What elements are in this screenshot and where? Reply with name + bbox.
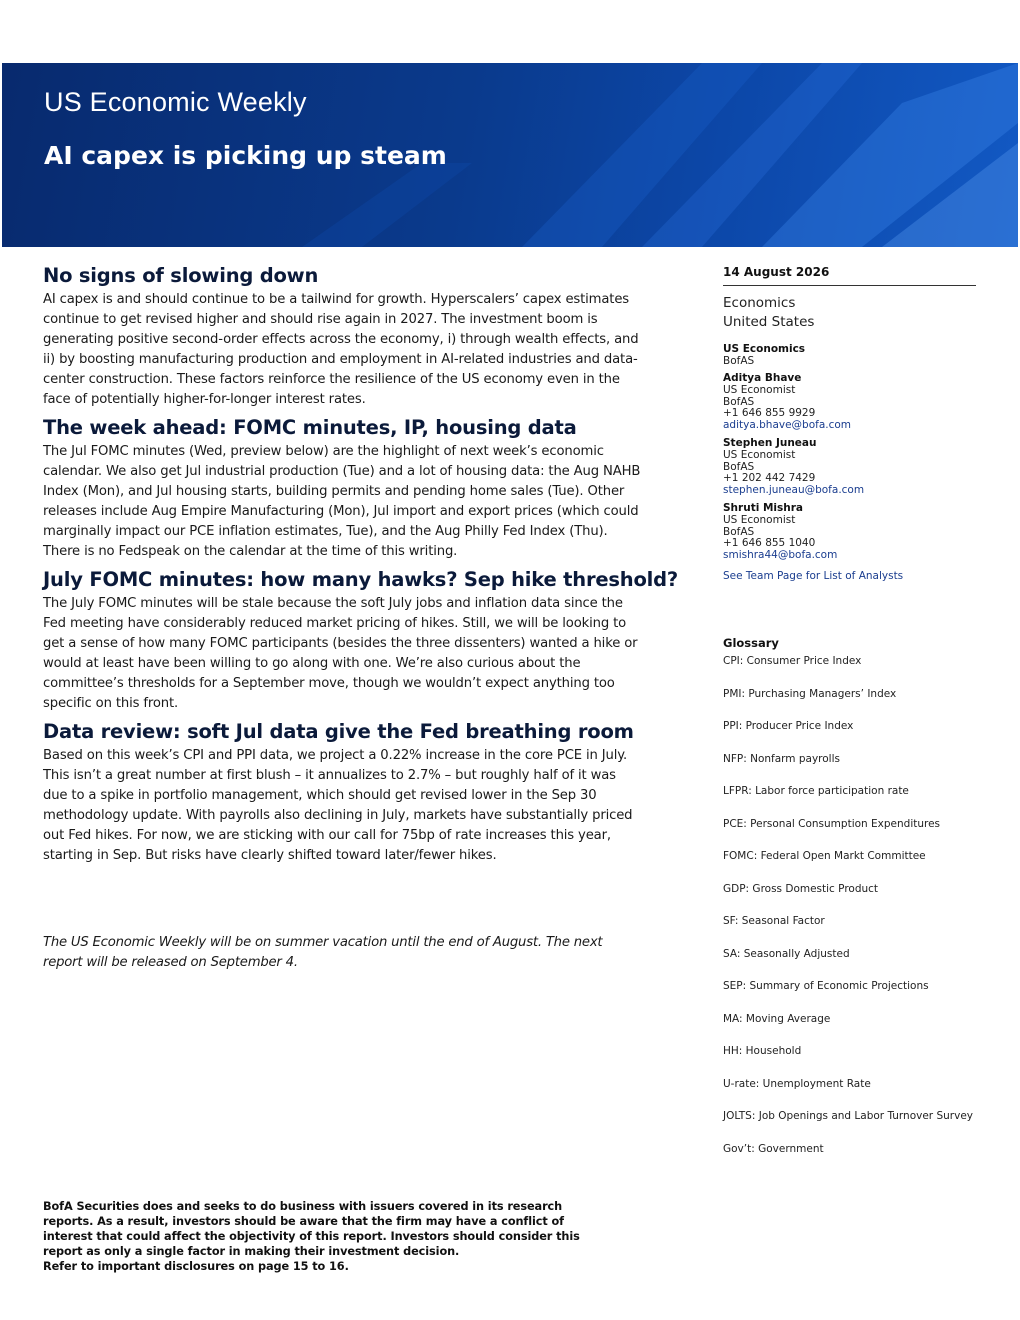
section-fomc-minutes	[43, 566, 679, 714]
glossary-item: SA: Seasonally Adjusted	[723, 947, 850, 960]
team-page-link[interactable]: See Team Page for List of Analysts	[723, 569, 904, 582]
report-banner	[2, 63, 1018, 247]
analyst-phone: +1 646 855 9929	[723, 407, 816, 420]
analyst-card	[723, 373, 976, 432]
glossary-item: Gov’t: Government	[723, 1142, 824, 1155]
analyst-name: Shruti Mishra	[723, 501, 804, 514]
analyst-card	[723, 503, 976, 562]
section-body: The July FOMC minutes will be stale because the soft July jobs and inflation data since the Fed meeting have considerably reduced market pricing of hikes. Still, we will be looking to get a sense of how many FOMC participants (besides the three dissenters) wanted a hike or would at least have been willing to go along with one. We’re also curious about the committee’s thresholds for a September move, though we wouldn’t expect anything too specific on this front.	[43, 596, 638, 711]
team-heading: US Economics	[723, 343, 806, 355]
section-data-review	[43, 718, 643, 866]
analyst-email-link[interactable]: smishra44@bofa.com	[723, 549, 838, 562]
glossary-item: JOLTS: Job Openings and Labor Turnover Survey	[723, 1110, 973, 1122]
analyst-name: Aditya Bhave	[723, 372, 802, 384]
region-label: United States	[723, 314, 815, 330]
analyst-name: Stephen Juneau	[723, 436, 817, 449]
analyst-title: US Economist	[723, 513, 796, 526]
glossary-heading: Glossary	[723, 636, 779, 650]
analyst-title: US Economist	[723, 448, 796, 461]
analyst-org: BofAS	[723, 395, 755, 408]
glossary-item: CPI: Consumer Price Index	[723, 655, 862, 667]
glossary-item: GDP: Gross Domestic Product	[723, 882, 879, 895]
section-week-ahead	[43, 414, 643, 562]
section-heading: No signs of slowing down	[43, 264, 319, 287]
report-date: 14 August 2026	[723, 265, 976, 286]
vacation-note: The US Economic Weekly will be on summer vacation until the end of August. The next report will be released on September 4.	[43, 935, 603, 970]
glossary-item: LFPR: Labor force participation rate	[723, 785, 909, 797]
analyst-org: BofAS	[723, 525, 755, 538]
section-heading: The week ahead: FOMC minutes, IP, housing data	[43, 416, 577, 439]
glossary-item: NFP: Nonfarm payrolls	[723, 752, 840, 765]
section-no-signs	[43, 262, 643, 410]
analyst-email-link[interactable]: aditya.bhave@bofa.com	[723, 419, 852, 432]
report-category	[723, 294, 976, 332]
section-heading: July FOMC minutes: how many hawks? Sep hike threshold?	[43, 568, 679, 591]
team-org: BofAS	[723, 355, 755, 367]
glossary-item: PPI: Producer Price Index	[723, 720, 854, 732]
main-column	[43, 262, 679, 870]
disclaimer-text: BofA Securities does and seeks to do business with issuers covered in its research reports. As a result, investors should be aware that the firm may have a conflict of interest that could affect the objectivity of this report. Investors should consider this report as only a single factor in making their investment decision.	[43, 1200, 580, 1258]
analyst-email-link[interactable]: stephen.juneau@bofa.com	[723, 484, 865, 497]
analyst-title: US Economist	[723, 383, 796, 396]
glossary-item: PMI: Purchasing Managers’ Index	[723, 687, 897, 700]
category-label: Economics	[723, 295, 796, 311]
analyst-card	[723, 438, 976, 497]
glossary-item: SEP: Summary of Economic Projections	[723, 980, 929, 992]
disclosures-reference: Refer to important disclosures on page 15 to 16.	[43, 1260, 349, 1273]
glossary-item: PCE: Personal Consumption Expenditures	[723, 817, 941, 830]
report-series: US Economic Weekly	[44, 87, 307, 117]
disclaimer	[43, 1199, 603, 1274]
analyst-phone: +1 202 442 7429	[723, 472, 816, 485]
section-heading: Data review: soft Jul data give the Fed breathing room	[43, 720, 634, 743]
report-title: AI capex is picking up steam	[44, 141, 447, 170]
section-body: AI capex is and should continue to be a tailwind for growth. Hyperscalers’ capex estimates continue to get revised higher and should rise again in 2027. The investment boom is generating positive second-order effects across the economy, i) through wealth effects, and ii) by boosting manufacturing production and employment in AI-related industries and data-center construction. These factors reinforce the resilience of the US economy even in the face of potentially higher-for-longer interest rates.	[43, 292, 639, 407]
glossary-item: MA: Moving Average	[723, 1012, 831, 1025]
glossary	[723, 636, 1003, 1175]
glossary-item: HH: Household	[723, 1045, 802, 1057]
section-body: Based on this week’s CPI and PPI data, we project a 0.22% increase in the core PCE in July. This isn’t a great number at first blush – it annualizes to 2.7% – but roughly half of it was due to a spike in portfolio management, which should get revised lower in the Sep 30 methodology update. With payrolls also declining in July, markets have substantially priced out Fed hikes. For now, we are sticking with our call for 75bp of rate increases this year, starting in Sep. But risks have clearly shifted toward later/fewer hikes.	[43, 748, 633, 863]
sidebar	[723, 265, 976, 582]
section-body: The Jul FOMC minutes (Wed, preview below) are the highlight of next week’s economic calendar. We also get Jul industrial production (Tue) and a lot of housing data: the Aug NAHB Index (Mon), and Jul housing starts, building permits and pending home sales (Tue). Other releases include Aug Empire Manufacturing (Mon), Jul import and export prices (which could marginally impact our PCE inflation estimates, Tue), and the Aug Philly Fed Index (Thu). There is no Fedspeak on the calendar at the time of this writing.	[43, 444, 641, 559]
analyst-phone: +1 646 855 1040	[723, 537, 816, 550]
glossary-item: FOMC: Federal Open Markt Committee	[723, 850, 926, 862]
glossary-item: SF: Seasonal Factor	[723, 915, 825, 927]
glossary-item: U-rate: Unemployment Rate	[723, 1077, 871, 1090]
analyst-org: BofAS	[723, 460, 755, 473]
